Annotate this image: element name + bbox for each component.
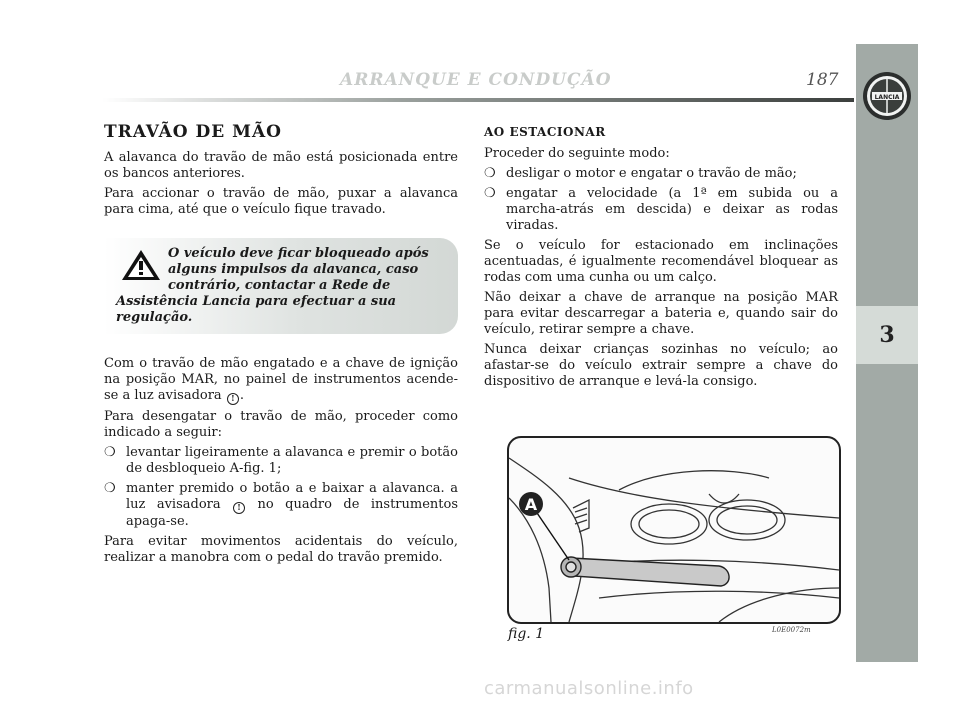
warning-box: [104, 238, 458, 334]
paragraph: Para evitar movimentos acidentais do veículo, realizar a manobra com o pedal do travão premido.: [104, 534, 458, 565]
paragraph: Não deixar a chave de arranque na posição MAR para evitar descarregar a bateria e, quando sair do veículo, retirar sempre a chave.: [484, 290, 838, 337]
list-item: [104, 445, 458, 477]
chapter-number: 3: [879, 322, 895, 348]
warning-text: O veículo deve ficar bloqueado após alguns impulsos da alavanca, caso contrário, contactar a Rede de Assistência Lancia para efectuar a sua regulação.: [116, 246, 429, 325]
figure-code: L0E0072m: [772, 626, 811, 634]
paragraph: Nunca deixar crianças sozinhas no veículo; ao afastar-se do veículo extrair sempre a chave do dispositivo de arranque e levá-la consigo.: [484, 342, 838, 389]
list-item: [484, 186, 838, 234]
chapter-tab[interactable]: [856, 306, 918, 364]
page-number: 187: [806, 70, 839, 90]
watermark: carmanualsonline.info: [484, 678, 694, 699]
left-column: [104, 124, 458, 570]
paragraph: A alavanca do travão de mão está posicionada entre os bancos anteriores.: [104, 150, 458, 181]
bullet-marker: ❍: [104, 481, 116, 496]
paragraph: Para desengatar o travão de mão, proceder como indicado a seguir:: [104, 409, 458, 440]
paragraph: [104, 356, 458, 405]
paragraph: Para accionar o travão de mão, puxar a alavanca para cima, até que o veículo fique travado.: [104, 186, 458, 217]
chapter-sidebar: [856, 44, 918, 662]
handbrake-drawing: [509, 438, 839, 622]
list-item: [484, 166, 838, 182]
warning-triangle-icon: [120, 248, 162, 282]
header-divider: [102, 98, 854, 102]
handbrake-illustration: [507, 436, 841, 624]
logo-text: LANCIA: [874, 94, 900, 101]
list-item-text: engatar a velocidade (a 1ª em subida ou a marcha-atrás em descida) e deixar as rodas viradas.: [506, 186, 838, 233]
bullet-marker: ❍: [104, 445, 116, 460]
list-item-text: desligar o motor e engatar o travão de mão;: [506, 166, 797, 181]
section-title: ARRANQUE E CONDUÇÃO: [340, 70, 612, 90]
brake-warning-lamp-icon: [233, 502, 245, 514]
section-heading: TRAVÃO DE MÃO: [104, 122, 282, 142]
bullet-marker: ❍: [484, 166, 496, 181]
right-column: [484, 124, 838, 394]
subsection-heading: AO ESTACIONAR: [484, 125, 606, 139]
callout-label: A: [524, 495, 538, 514]
bullet-marker: ❍: [484, 186, 496, 201]
list-item-text-b: no quadro de instrumentos apaga-se.: [126, 497, 458, 529]
paragraph: Proceder do seguinte modo:: [484, 146, 670, 161]
figure-caption: fig. 1: [508, 626, 545, 642]
paragraph-text: Com o travão de mão engatado e a chave de ignição na posição MAR, no painel de instrumentos acende-se a luz avisadora: [104, 356, 458, 403]
list-item-text: [126, 481, 458, 530]
lancia-logo-icon: [861, 70, 913, 122]
paragraph-text: .: [239, 388, 244, 403]
list-item-text-a: manter premido o botão a e baixar a alavanca. a luz avisadora: [126, 481, 458, 512]
lamp-glyph: !: [237, 502, 241, 512]
paragraph: Se o veículo for estacionado em inclinações acentuadas, é igualmente recomendável bloquear as rodas com uma cunha ou um calço.: [484, 238, 838, 285]
lamp-glyph: !: [231, 393, 235, 403]
list-item-text: levantar ligeiramente a alavanca e premir o botão de desbloqueio A-fig. 1;: [126, 445, 458, 476]
brake-warning-lamp-icon: [227, 393, 239, 405]
list-item: [104, 481, 458, 530]
